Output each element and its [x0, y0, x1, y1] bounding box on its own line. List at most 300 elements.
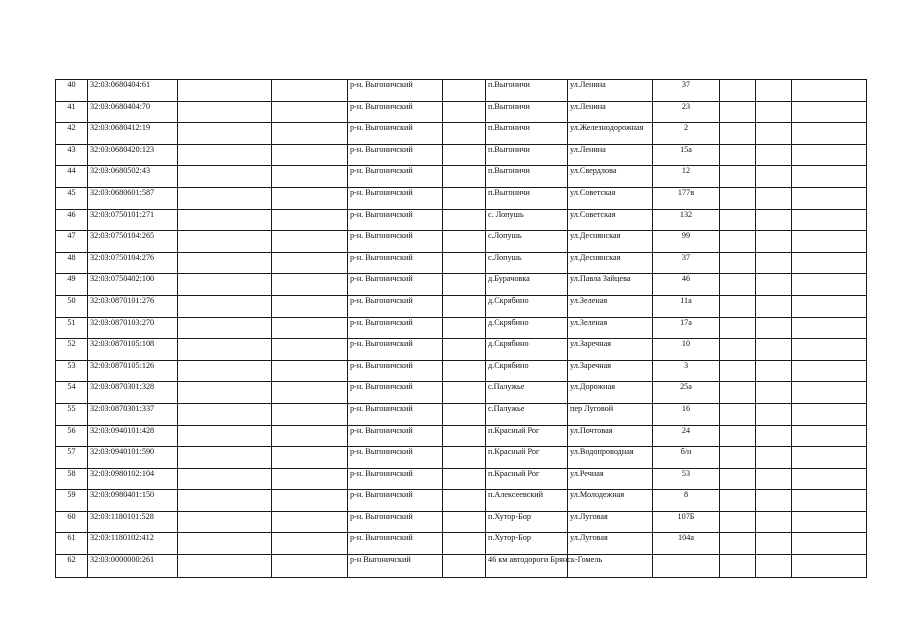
empty-cell	[756, 360, 792, 382]
empty-cell	[443, 447, 486, 469]
settlement: п.Выгоничи	[486, 166, 568, 188]
empty-cell	[272, 360, 348, 382]
empty-cell	[178, 231, 272, 253]
district: р-н Выгоничский	[348, 555, 443, 578]
house-number: 23	[653, 101, 720, 123]
empty-cell	[178, 317, 272, 339]
settlement: с.Палужье	[486, 403, 568, 425]
district: р-н. Выгоничский	[348, 468, 443, 490]
street: ул.Дорожная	[568, 382, 653, 404]
house-number: 24	[653, 425, 720, 447]
house-number: 53	[653, 468, 720, 490]
cadastral-number: 32:03:1180101:528	[88, 511, 178, 533]
house-number: 99	[653, 231, 720, 253]
empty-cell	[178, 123, 272, 145]
empty-cell	[272, 166, 348, 188]
settlement: д.Скрябино	[486, 339, 568, 361]
district: р-н. Выгоничский	[348, 382, 443, 404]
street: ул.Железнодорожная	[568, 123, 653, 145]
empty-cell	[443, 295, 486, 317]
district: р-н. Выгоничский	[348, 533, 443, 555]
empty-cell	[756, 425, 792, 447]
empty-cell	[720, 360, 756, 382]
empty-cell	[720, 317, 756, 339]
empty-cell	[443, 425, 486, 447]
empty-cell	[792, 447, 867, 469]
empty-cell	[756, 144, 792, 166]
empty-cell	[443, 382, 486, 404]
house-number: 46	[653, 274, 720, 296]
empty-cell	[272, 511, 348, 533]
house-number: 104а	[653, 533, 720, 555]
street: ул.Молодежная	[568, 490, 653, 512]
district: р-н. Выгоничский	[348, 295, 443, 317]
row-number: 59	[56, 490, 88, 512]
table-row	[56, 533, 867, 555]
cadastral-number: 32:03:0750402:100	[88, 274, 178, 296]
empty-cell	[272, 187, 348, 209]
district: р-н. Выгоничский	[348, 80, 443, 102]
empty-cell	[720, 144, 756, 166]
cadastral-number: 32:03:0680601:587	[88, 187, 178, 209]
empty-cell	[792, 231, 867, 253]
empty-cell	[792, 317, 867, 339]
empty-cell	[443, 403, 486, 425]
empty-cell	[756, 101, 792, 123]
empty-cell	[443, 274, 486, 296]
row-number: 56	[56, 425, 88, 447]
street: ул.Советская	[568, 187, 653, 209]
street: ул.Речная	[568, 468, 653, 490]
settlement: 46 км автодороги Брянск-Гомель	[486, 555, 568, 578]
table-body	[56, 80, 867, 578]
settlement: п.Выгоничи	[486, 80, 568, 102]
cadastral-number: 32:03:0870301:337	[88, 403, 178, 425]
district: р-н. Выгоничский	[348, 123, 443, 145]
empty-cell	[756, 123, 792, 145]
empty-cell	[443, 187, 486, 209]
settlement: с.Палужье	[486, 382, 568, 404]
district: р-н. Выгоничский	[348, 166, 443, 188]
house-number: 37	[653, 252, 720, 274]
row-number: 55	[56, 403, 88, 425]
row-number: 50	[56, 295, 88, 317]
empty-cell	[178, 209, 272, 231]
empty-cell	[178, 187, 272, 209]
empty-cell	[443, 468, 486, 490]
street: ул.Заречная	[568, 339, 653, 361]
street: ул.Почтовая	[568, 425, 653, 447]
table-row	[56, 80, 867, 102]
empty-cell	[443, 123, 486, 145]
empty-cell	[272, 403, 348, 425]
empty-cell	[792, 80, 867, 102]
table-row	[56, 425, 867, 447]
street: ул.Луговая	[568, 533, 653, 555]
empty-cell	[272, 274, 348, 296]
house-number: 37	[653, 80, 720, 102]
empty-cell	[756, 511, 792, 533]
empty-cell	[792, 533, 867, 555]
empty-cell	[720, 447, 756, 469]
district: р-н. Выгоничский	[348, 490, 443, 512]
row-number: 54	[56, 382, 88, 404]
empty-cell	[178, 533, 272, 555]
row-number: 52	[56, 339, 88, 361]
empty-cell	[178, 382, 272, 404]
empty-cell	[272, 295, 348, 317]
empty-cell	[792, 339, 867, 361]
settlement: с.Лопушь	[486, 252, 568, 274]
empty-cell	[720, 511, 756, 533]
street: ул.Ленина	[568, 101, 653, 123]
empty-cell	[272, 339, 348, 361]
settlement: п.Выгоничи	[486, 101, 568, 123]
empty-cell	[792, 274, 867, 296]
cadastral-number: 32:03:0680412:19	[88, 123, 178, 145]
street: ул.Водопроводная	[568, 447, 653, 469]
empty-cell	[272, 144, 348, 166]
row-number: 47	[56, 231, 88, 253]
street: ул.Павла Зайцева	[568, 274, 653, 296]
table-row	[56, 187, 867, 209]
empty-cell	[178, 274, 272, 296]
cadastral-number: 32:03:0680502:43	[88, 166, 178, 188]
settlement: п.Алексеевский	[486, 490, 568, 512]
empty-cell	[720, 252, 756, 274]
cadastral-number: 32:03:0680420:123	[88, 144, 178, 166]
empty-cell	[178, 555, 272, 578]
settlement: п.Выгоничи	[486, 123, 568, 145]
table-row	[56, 144, 867, 166]
empty-cell	[792, 490, 867, 512]
empty-cell	[792, 403, 867, 425]
table-row	[56, 209, 867, 231]
empty-cell	[443, 339, 486, 361]
empty-cell	[792, 468, 867, 490]
street: ул.Свердлова	[568, 166, 653, 188]
empty-cell	[756, 274, 792, 296]
settlement: п.Выгоничи	[486, 187, 568, 209]
house-number: 16	[653, 403, 720, 425]
row-number: 58	[56, 468, 88, 490]
house-number: 10	[653, 339, 720, 361]
empty-cell	[178, 101, 272, 123]
empty-cell	[272, 101, 348, 123]
cadastral-number: 32:03:0680404:61	[88, 80, 178, 102]
house-number: 25а	[653, 382, 720, 404]
empty-cell	[756, 490, 792, 512]
table-row	[56, 252, 867, 274]
house-number: 107Б	[653, 511, 720, 533]
empty-cell	[443, 533, 486, 555]
empty-cell	[756, 252, 792, 274]
empty-cell	[792, 252, 867, 274]
house-number: б/н	[653, 447, 720, 469]
empty-cell	[443, 511, 486, 533]
row-number: 57	[56, 447, 88, 469]
empty-cell	[720, 231, 756, 253]
empty-cell	[178, 511, 272, 533]
empty-cell	[720, 403, 756, 425]
empty-cell	[178, 403, 272, 425]
district: р-н. Выгоничский	[348, 209, 443, 231]
empty-cell	[720, 339, 756, 361]
empty-cell	[756, 231, 792, 253]
district: р-н. Выгоничский	[348, 144, 443, 166]
row-number: 61	[56, 533, 88, 555]
row-number: 41	[56, 101, 88, 123]
empty-cell	[272, 447, 348, 469]
empty-cell	[792, 555, 867, 578]
table-row	[56, 231, 867, 253]
empty-cell	[443, 555, 486, 578]
district: р-н. Выгоничский	[348, 187, 443, 209]
street: ул.Ленина	[568, 144, 653, 166]
street: ул.Зеленая	[568, 295, 653, 317]
empty-cell	[272, 490, 348, 512]
row-number: 40	[56, 80, 88, 102]
house-number: 177в	[653, 187, 720, 209]
settlement: п.Хутор-Бор	[486, 511, 568, 533]
empty-cell	[720, 166, 756, 188]
empty-cell	[720, 490, 756, 512]
table-row	[56, 274, 867, 296]
empty-cell	[792, 511, 867, 533]
empty-cell	[178, 80, 272, 102]
row-number: 42	[56, 123, 88, 145]
empty-cell	[272, 231, 348, 253]
cadastral-number: 32:03:0750101:271	[88, 209, 178, 231]
cadastral-number: 32:03:0980102:104	[88, 468, 178, 490]
empty-cell	[720, 382, 756, 404]
empty-cell	[272, 252, 348, 274]
house-number	[653, 555, 720, 578]
street: ул.Деснянская	[568, 252, 653, 274]
empty-cell	[178, 468, 272, 490]
empty-cell	[720, 123, 756, 145]
empty-cell	[443, 166, 486, 188]
house-number: 11а	[653, 295, 720, 317]
empty-cell	[178, 447, 272, 469]
house-number: 12	[653, 166, 720, 188]
settlement: п.Красный Рог	[486, 447, 568, 469]
cadastral-number: 32:03:0940101:590	[88, 447, 178, 469]
empty-cell	[792, 295, 867, 317]
empty-cell	[792, 123, 867, 145]
empty-cell	[756, 166, 792, 188]
empty-cell	[720, 187, 756, 209]
empty-cell	[756, 555, 792, 578]
district: р-н. Выгоничский	[348, 403, 443, 425]
house-number: 15а	[653, 144, 720, 166]
empty-cell	[792, 144, 867, 166]
empty-cell	[178, 295, 272, 317]
cadastral-number: 32:03:0870103:270	[88, 317, 178, 339]
settlement: д.Скрябино	[486, 360, 568, 382]
table-row	[56, 317, 867, 339]
row-number: 48	[56, 252, 88, 274]
cadastral-number: 32:03:0870101:276	[88, 295, 178, 317]
cadastral-number: 32:03:0000000:261	[88, 555, 178, 578]
empty-cell	[720, 101, 756, 123]
empty-cell	[178, 144, 272, 166]
empty-cell	[720, 80, 756, 102]
row-number: 49	[56, 274, 88, 296]
table-row	[56, 339, 867, 361]
empty-cell	[178, 425, 272, 447]
empty-cell	[720, 425, 756, 447]
empty-cell	[792, 166, 867, 188]
street: ул.Деснянская	[568, 231, 653, 253]
empty-cell	[443, 80, 486, 102]
district: р-н. Выгоничский	[348, 339, 443, 361]
cadastral-number: 32:03:0750104:265	[88, 231, 178, 253]
empty-cell	[720, 533, 756, 555]
cadastral-number: 32:03:0870301:328	[88, 382, 178, 404]
house-number: 132	[653, 209, 720, 231]
empty-cell	[792, 101, 867, 123]
empty-cell	[443, 231, 486, 253]
cadastral-number: 32:03:0980401:150	[88, 490, 178, 512]
district: р-н. Выгоничский	[348, 425, 443, 447]
empty-cell	[272, 317, 348, 339]
row-number: 53	[56, 360, 88, 382]
district: р-н. Выгоничский	[348, 231, 443, 253]
empty-cell	[720, 555, 756, 578]
empty-cell	[272, 425, 348, 447]
settlement: п.Красный Рог	[486, 468, 568, 490]
row-number: 43	[56, 144, 88, 166]
cadastral-number: 32:03:1180102:412	[88, 533, 178, 555]
row-number: 44	[56, 166, 88, 188]
table-row	[56, 403, 867, 425]
empty-cell	[443, 360, 486, 382]
table-row	[56, 166, 867, 188]
table-row	[56, 123, 867, 145]
district: р-н. Выгоничский	[348, 447, 443, 469]
empty-cell	[720, 274, 756, 296]
empty-cell	[792, 209, 867, 231]
district: р-н. Выгоничский	[348, 252, 443, 274]
settlement: д.Скрябино	[486, 317, 568, 339]
table-row	[56, 555, 867, 578]
row-number: 45	[56, 187, 88, 209]
empty-cell	[178, 252, 272, 274]
table-row	[56, 490, 867, 512]
street: ул.Советская	[568, 209, 653, 231]
district: р-н. Выгоничский	[348, 274, 443, 296]
empty-cell	[792, 187, 867, 209]
empty-cell	[272, 555, 348, 578]
empty-cell	[178, 360, 272, 382]
cadastral-number: 32:03:0870105:126	[88, 360, 178, 382]
empty-cell	[756, 295, 792, 317]
settlement: д.Бурачовка	[486, 274, 568, 296]
empty-cell	[756, 382, 792, 404]
empty-cell	[792, 382, 867, 404]
settlement: с.Лопушь	[486, 231, 568, 253]
empty-cell	[756, 187, 792, 209]
district: р-н. Выгоничский	[348, 101, 443, 123]
empty-cell	[178, 166, 272, 188]
empty-cell	[443, 317, 486, 339]
empty-cell	[272, 533, 348, 555]
row-number: 60	[56, 511, 88, 533]
street: ул.Ленина	[568, 80, 653, 102]
house-number: 2	[653, 123, 720, 145]
table-row	[56, 468, 867, 490]
empty-cell	[756, 317, 792, 339]
empty-cell	[272, 209, 348, 231]
cadastral-number: 32:03:0680404:70	[88, 101, 178, 123]
row-number: 51	[56, 317, 88, 339]
table-row	[56, 511, 867, 533]
empty-cell	[756, 403, 792, 425]
settlement: п.Красный Рог	[486, 425, 568, 447]
street: пер Луговой	[568, 403, 653, 425]
settlement: с. Лопушь	[486, 209, 568, 231]
empty-cell	[443, 101, 486, 123]
empty-cell	[443, 490, 486, 512]
empty-cell	[756, 447, 792, 469]
empty-cell	[272, 80, 348, 102]
empty-cell	[756, 339, 792, 361]
house-number: 3	[653, 360, 720, 382]
empty-cell	[178, 339, 272, 361]
settlement: д.Скрябино	[486, 295, 568, 317]
district: р-н. Выгоничский	[348, 317, 443, 339]
house-number: 17а	[653, 317, 720, 339]
house-number: 8	[653, 490, 720, 512]
table-row	[56, 382, 867, 404]
empty-cell	[756, 80, 792, 102]
empty-cell	[756, 468, 792, 490]
cadastral-number: 32:03:0940101:428	[88, 425, 178, 447]
empty-cell	[443, 144, 486, 166]
empty-cell	[720, 209, 756, 231]
address-register-table	[55, 79, 867, 578]
street: ул.Заречная	[568, 360, 653, 382]
empty-cell	[720, 295, 756, 317]
row-number: 46	[56, 209, 88, 231]
street: ул.Зеленая	[568, 317, 653, 339]
empty-cell	[272, 468, 348, 490]
row-number: 62	[56, 555, 88, 578]
empty-cell	[443, 252, 486, 274]
empty-cell	[272, 382, 348, 404]
settlement: п.Выгоничи	[486, 144, 568, 166]
empty-cell	[720, 468, 756, 490]
empty-cell	[792, 425, 867, 447]
table-row	[56, 101, 867, 123]
empty-cell	[443, 209, 486, 231]
street: ул.Луговая	[568, 511, 653, 533]
settlement: п.Хутор-Бор	[486, 533, 568, 555]
empty-cell	[272, 123, 348, 145]
district: р-н. Выгоничский	[348, 511, 443, 533]
cadastral-number: 32:03:0750104:276	[88, 252, 178, 274]
empty-cell	[756, 533, 792, 555]
table-row	[56, 360, 867, 382]
table-row	[56, 295, 867, 317]
cadastral-number: 32:03:0870105:108	[88, 339, 178, 361]
empty-cell	[178, 490, 272, 512]
table-row	[56, 447, 867, 469]
empty-cell	[792, 360, 867, 382]
district: р-н. Выгоничский	[348, 360, 443, 382]
empty-cell	[756, 209, 792, 231]
